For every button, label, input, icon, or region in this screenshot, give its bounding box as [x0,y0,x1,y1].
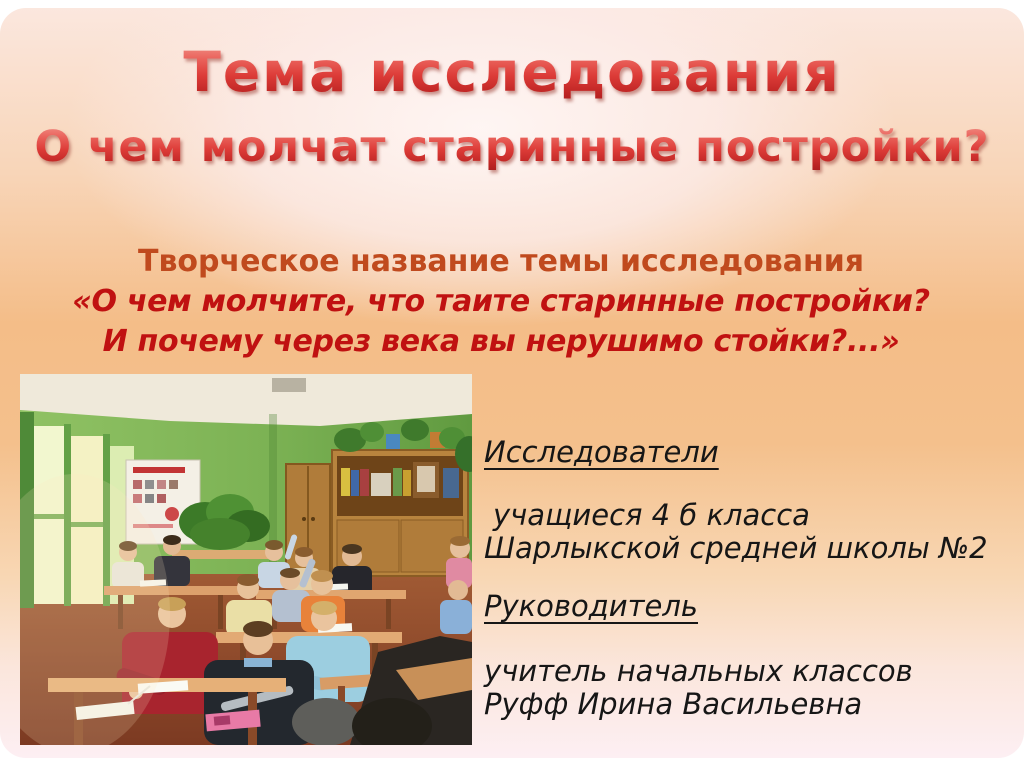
slide-subtitle: О чем молчат старинные постройки? [0,122,1024,172]
researchers-line-2: Шарлыкской средней школы №2 [484,531,988,565]
supervisor-line-2: Руфф Ирина Васильевна [484,687,863,721]
researchers-line-1: учащиеся 4 б класса [493,498,810,532]
creative-name-caption: Творческое название темы исследования [137,244,864,279]
supervisor-line-1: учитель начальных классов [484,654,913,688]
creative-name-block [0,242,1002,362]
classroom-photo [20,374,472,745]
slide-background [0,8,1024,758]
slide-title: Тема исследования [0,40,1024,104]
creative-name-quote-line2: И почему через века вы нерушимо стойки?...» [102,324,900,359]
supervisor-heading: Руководитель [484,589,699,623]
researchers-heading: Исследователи [484,435,719,469]
classroom-photo-graphic [20,374,472,745]
creative-name-quote-line1: «О чем молчите, что таите старинные постройки? [72,284,930,319]
